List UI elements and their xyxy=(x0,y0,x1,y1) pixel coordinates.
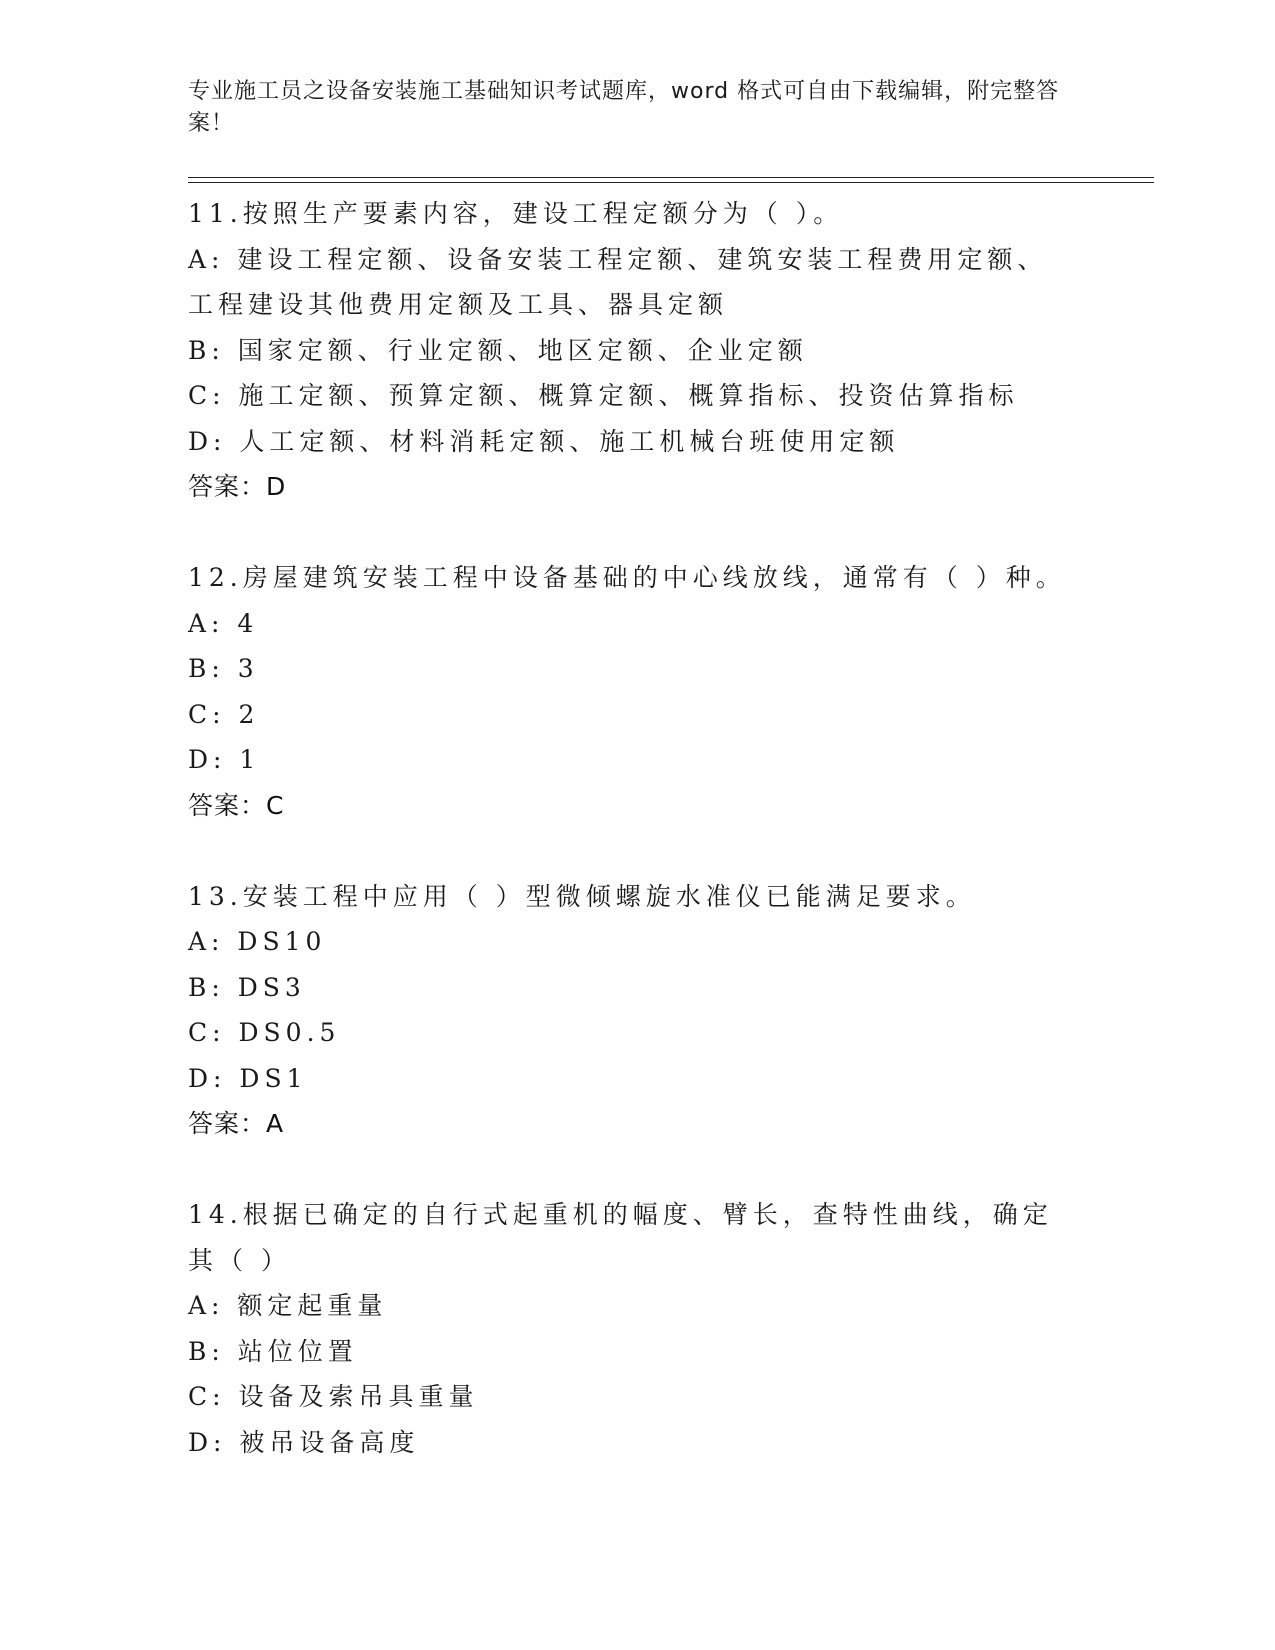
spacer xyxy=(188,828,1088,874)
answer-line: 答案：D xyxy=(188,472,287,501)
option-a: A: 建设工程定额、设备安装工程定额、建筑安装工程费用定额、工程建设其他费用定额及工具、器具定额 xyxy=(188,244,1048,319)
option-c: C: 施工定额、预算定额、概算定额、概算指标、投资估算指标 xyxy=(188,381,1019,410)
question-12 xyxy=(188,555,1088,828)
header-divider-top xyxy=(188,177,1154,178)
option-b: B: 3 xyxy=(188,654,259,683)
question-14 xyxy=(188,1192,1088,1465)
option-a: A: DS10 xyxy=(188,927,327,956)
option-b: B: 国家定额、行业定额、地区定额、企业定额 xyxy=(188,335,808,365)
question-stem: 12.房屋建筑安装工程中设备基础的中心线放线，通常有（ ）种。 xyxy=(188,563,1066,592)
option-d: D: 1 xyxy=(188,745,261,774)
question-stem: 11.按照生产要素内容，建设工程定额分为（ ）。 xyxy=(188,199,844,228)
option-c: C: 2 xyxy=(188,699,260,729)
option-d: D: 被吊设备高度 xyxy=(188,1427,420,1457)
option-d: D: 人工定额、材料消耗定额、施工机械台班使用定额 xyxy=(188,426,900,456)
answer-line: 答案：C xyxy=(188,790,285,820)
question-11 xyxy=(188,191,1088,510)
question-list xyxy=(188,191,1088,1465)
document-header: 专业施工员之设备安装施工基础知识考试题库，word 格式可自由下载编辑，附完整答案！ xyxy=(188,79,1060,136)
question-stem: 14.根据已确定的自行式起重机的幅度、臂长，查特性曲线，确定其（ ） xyxy=(188,1200,1053,1275)
option-a: A: 额定起重量 xyxy=(188,1291,388,1320)
option-b: B: DS3 xyxy=(188,972,306,1002)
answer-line: 答案：A xyxy=(188,1109,285,1138)
option-b: B: 站位位置 xyxy=(188,1336,358,1366)
spacer xyxy=(188,510,1088,556)
question-13 xyxy=(188,874,1088,1147)
option-c: C: 设备及索吊具重量 xyxy=(188,1382,479,1411)
question-stem: 13.安装工程中应用（ ）型微倾螺旋水准仪已能满足要求。 xyxy=(188,881,976,911)
spacer xyxy=(188,1147,1088,1193)
option-a: A: 4 xyxy=(188,608,259,638)
header-divider-bottom xyxy=(188,182,1154,183)
option-d: D: DS1 xyxy=(188,1063,308,1093)
option-c: C: DS0.5 xyxy=(188,1018,341,1047)
